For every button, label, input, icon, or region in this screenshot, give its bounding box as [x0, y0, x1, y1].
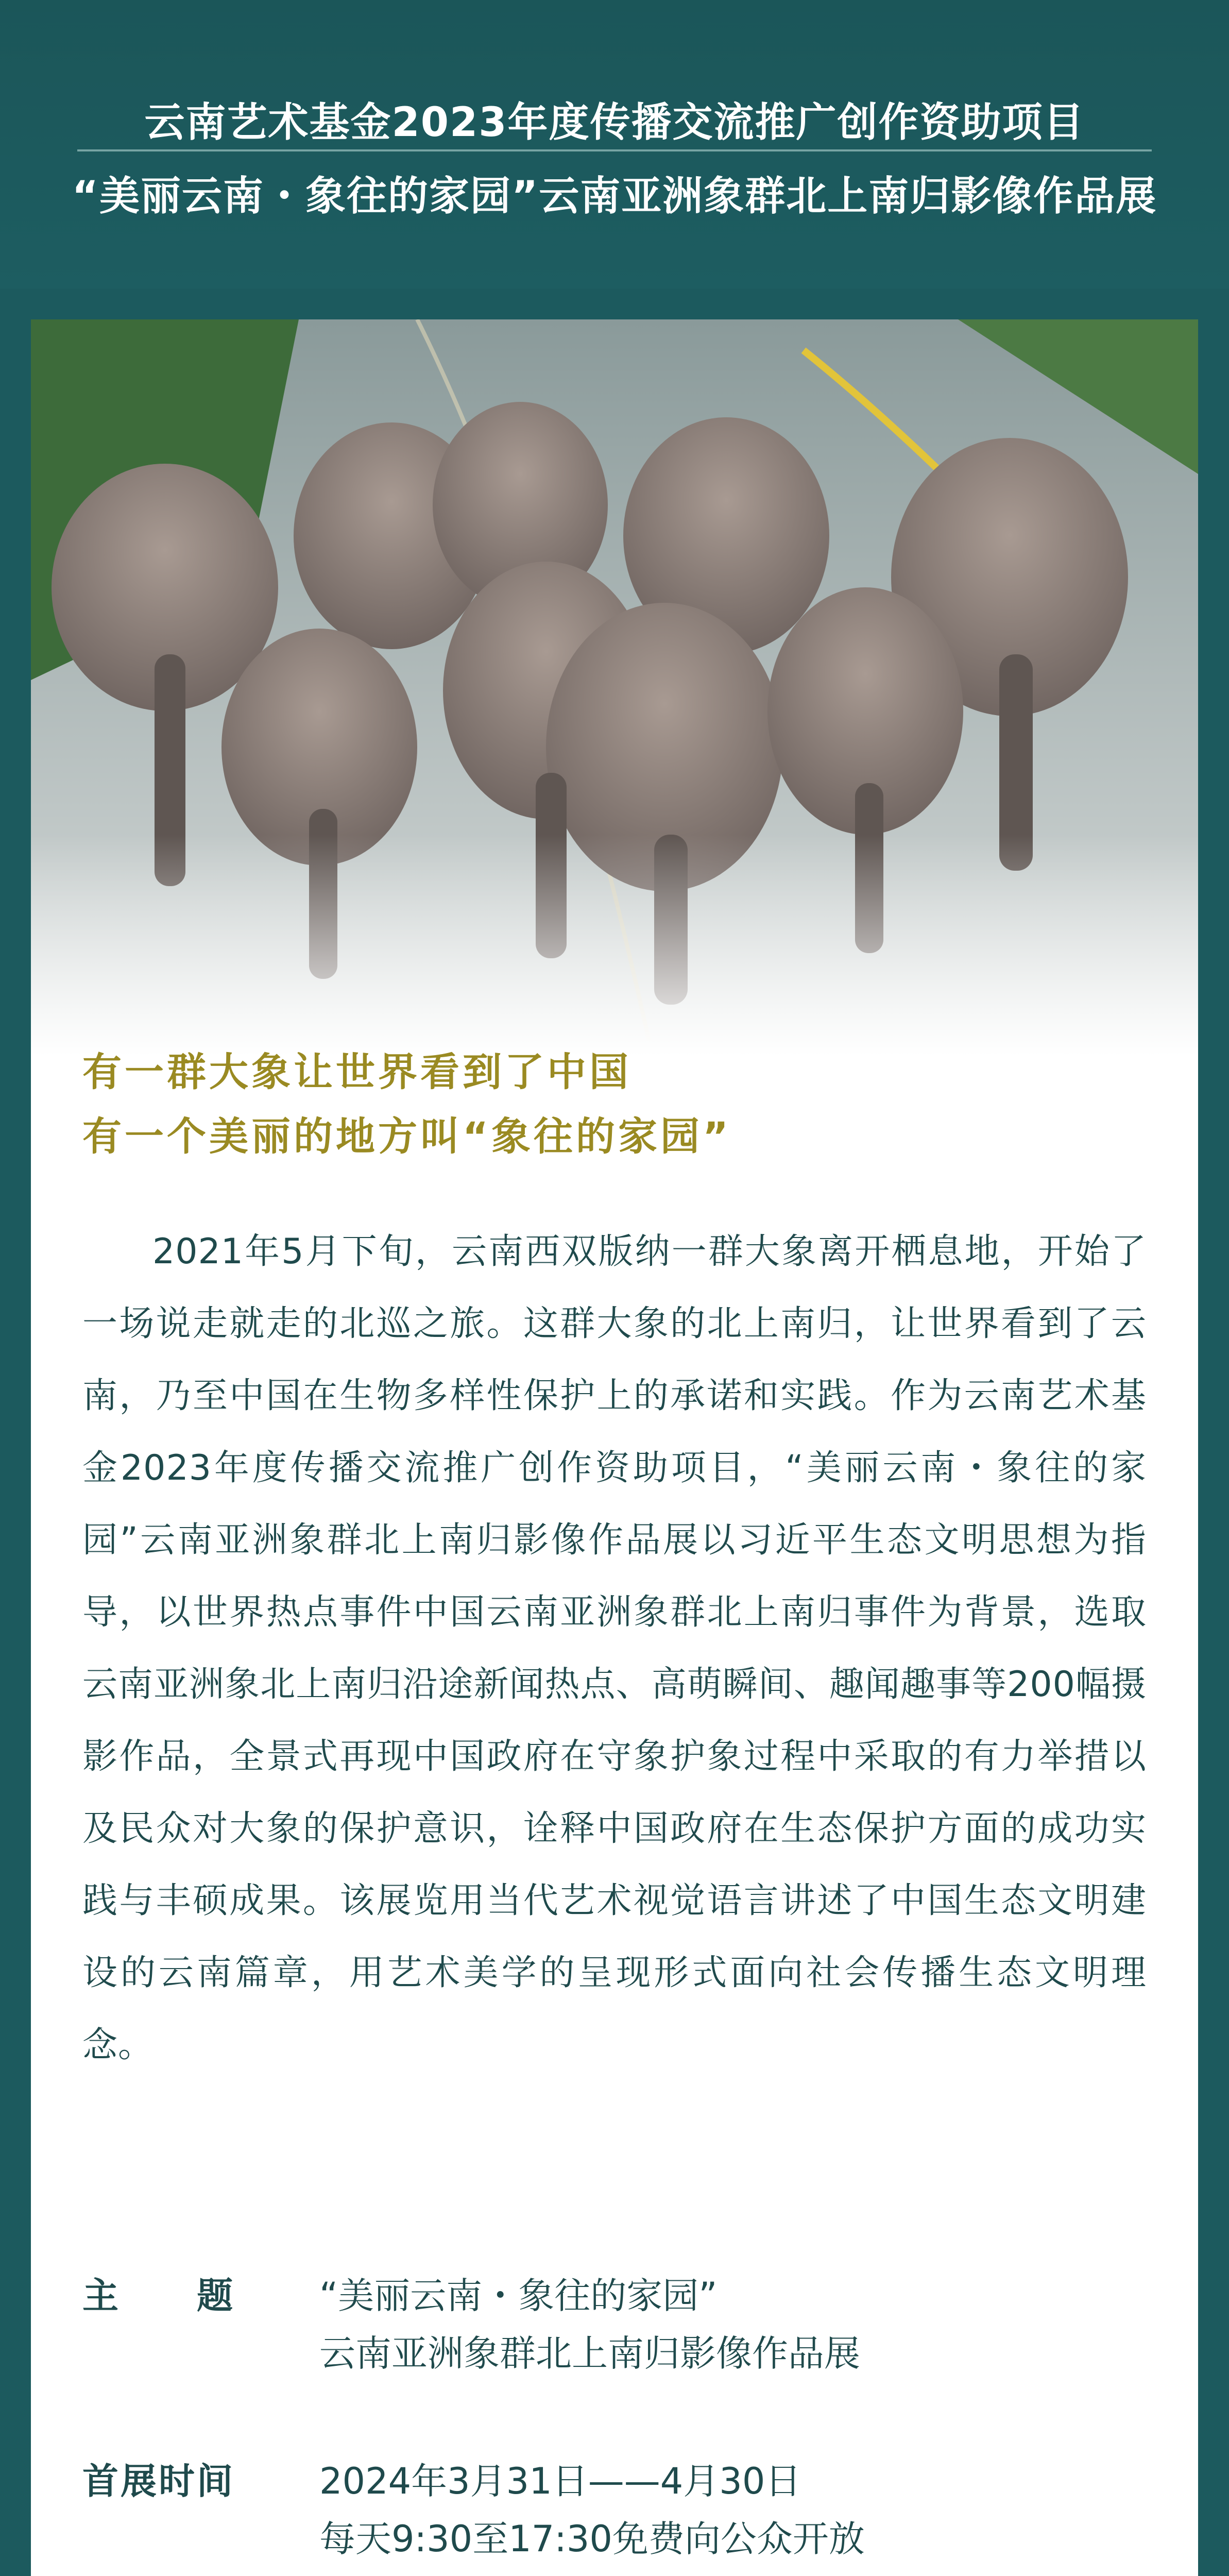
theme-row — [82, 2267, 1147, 2391]
elephant-herd-illustration — [31, 319, 1198, 1056]
theme-value — [319, 2267, 1147, 2382]
poster-card — [31, 319, 1198, 2576]
header-divider — [77, 149, 1152, 151]
time-value — [319, 2452, 1147, 2568]
project-title: 云南艺术基金2023年度传播交流推广创作资助项目 — [144, 99, 1085, 146]
exhibition-title: “美丽云南・象往的家园”云南亚洲象群北上南归影像作品展 — [72, 173, 1157, 219]
page-header — [0, 0, 1229, 289]
exhibition-description: 2021年5月下旬，云南西双版纳一群大象离开栖息地，开始了一场说走就走的北巡之旅。这群大象的北上南归，让世界看到了云南，乃至中国在生物多样性保护上的承诺和实践。作为云南艺术基金2023年度传播交流推广创作资助项目，“美丽云南・象往的家园”云南亚洲象群北上南归影像作品展以习近平生态文明思想为指导，以世界热点事件中国云南亚洲象群北上南归事件为背景，选取云南亚洲象北上南归沿途新闻热点、高萌瞬间、趣闻趣事等200幅摄影作品，全景式再现中国政府在守象护象过程中采取的有力举措以及民众对大象的保护意识，诠释中国政府在生态保护方面的成功实践与丰硕成果。该展览用当代艺术视觉语言讲述了中国生态文明建设的云南篇章，用艺术美学的呈现形式面向社会传播生态文明理念。 — [82, 1231, 1147, 2065]
theme-line-2: 云南亚洲象群北上南归影像作品展 — [319, 2332, 860, 2375]
slogan-line-2: 有一个美丽的地方叫“象往的家园” — [82, 1113, 731, 1159]
elephant-herd-photo — [31, 319, 1198, 1056]
time-label: 首展时间 — [82, 2460, 235, 2502]
theme-label: 主 题 — [82, 2275, 235, 2317]
slogan-line-1: 有一群大象让世界看到了中国 — [82, 1049, 631, 1095]
time-dates: 2024年3月31日——4月30日 — [319, 2460, 801, 2502]
theme-line-1: “美丽云南・象往的家园” — [319, 2275, 718, 2317]
opening-time-row — [82, 2452, 1147, 2576]
time-hours: 每天9:30至17:30免费向公众开放 — [319, 2518, 865, 2560]
